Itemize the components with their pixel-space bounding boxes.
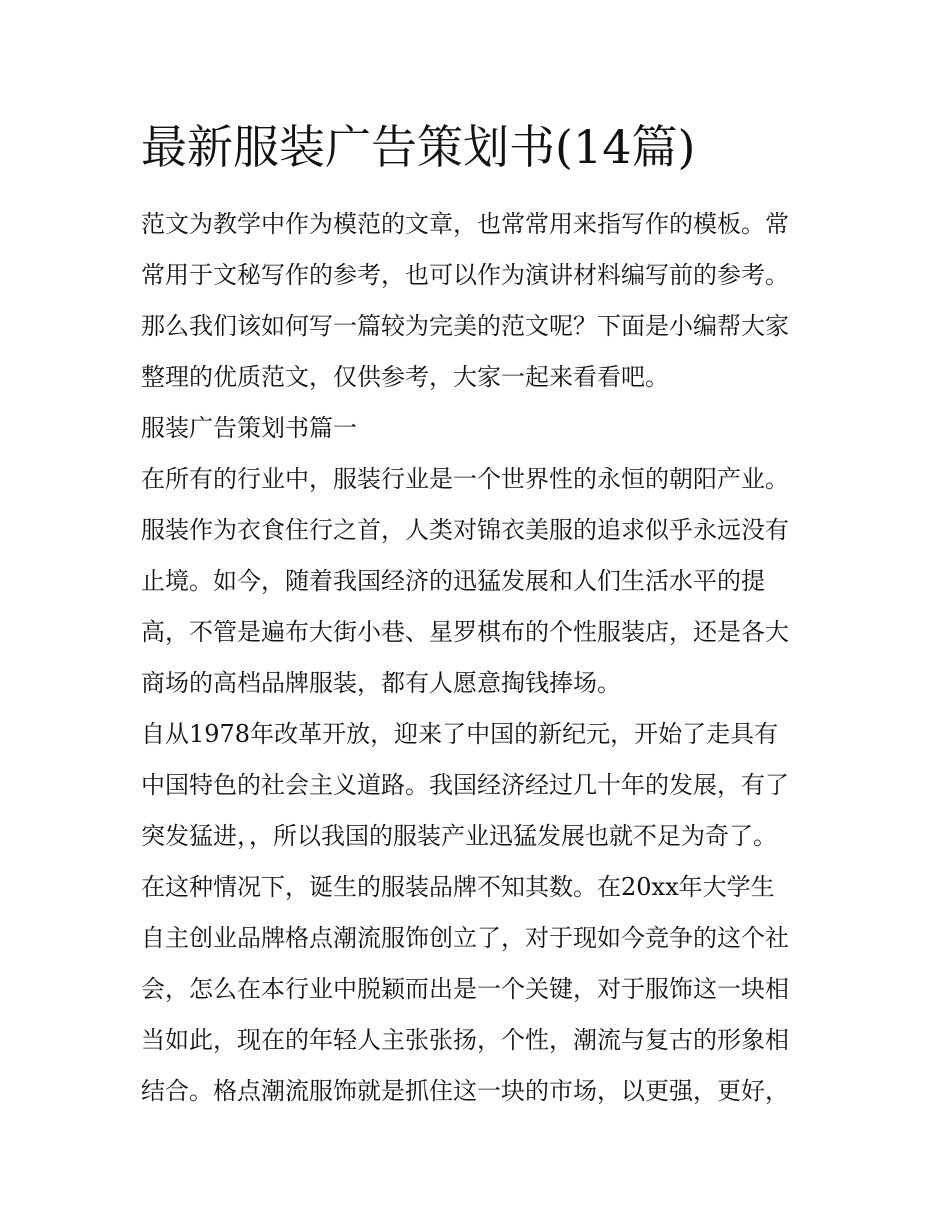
text-line-intro-4: 整理的优质范文，仅供参考，大家一起来看看吧。 xyxy=(141,363,669,391)
text-line-intro-3: 那么我们该如何写一篇较为完美的范文呢？下面是小编帮大家 xyxy=(141,312,789,340)
text-line-intro-1: 范文为教学中作为模范的文章，也常常用来指写作的模板。常 xyxy=(141,210,789,238)
section-heading-1: 服装广告策划书篇一 xyxy=(141,414,357,442)
text-line-p2-1: 自从1978年改革开放，迎来了中国的新纪元，开始了走具有 xyxy=(141,720,779,748)
document-body xyxy=(141,199,821,1117)
text-line-p1-4: 高，不管是遍布大街小巷、星罗棋布的个性服装店，还是各大 xyxy=(141,618,789,646)
text-line-p2-2: 中国特色的社会主义道路。我国经济经过几十年的发展，有了 xyxy=(141,771,789,799)
text-line-p2-5: 自主创业品牌格点潮流服饰创立了，对于现如今竞争的这个社 xyxy=(141,924,789,952)
text-line-p1-5: 商场的高档品牌服装，都有人愿意掏钱捧场。 xyxy=(141,669,621,697)
text-line-p2-7: 当如此，现在的年轻人主张张扬，个性，潮流与复古的形象相 xyxy=(141,1026,789,1054)
document-title: 最新服装广告策划书(14篇) xyxy=(141,120,696,174)
text-line-p2-3: 突发猛进，，所以我国的服装产业迅猛发展也就不足为奇了。 xyxy=(141,822,777,850)
text-line-p1-3: 止境。如今，随着我国经济的迅猛发展和人们生活水平的提 xyxy=(141,567,765,595)
text-line-p1-1: 在所有的行业中，服装行业是一个世界性的永恒的朝阳产业。 xyxy=(141,465,789,493)
text-line-p2-6: 会，怎么在本行业中脱颖而出是一个关键，对于服饰这一块相 xyxy=(141,975,789,1003)
text-line-p1-2: 服装作为衣食住行之首，人类对锦衣美服的追求似乎永远没有 xyxy=(141,516,789,544)
text-line-intro-2: 常用于文秘写作的参考，也可以作为演讲材料编写前的参考。 xyxy=(141,261,789,289)
text-line-p2-4: 在这种情况下，诞生的服装品牌不知其数。在20xx年大学生 xyxy=(141,873,775,901)
text-line-p2-8: 结合。格点潮流服饰就是抓住这一块的市场，以更强，更好， xyxy=(141,1077,789,1105)
